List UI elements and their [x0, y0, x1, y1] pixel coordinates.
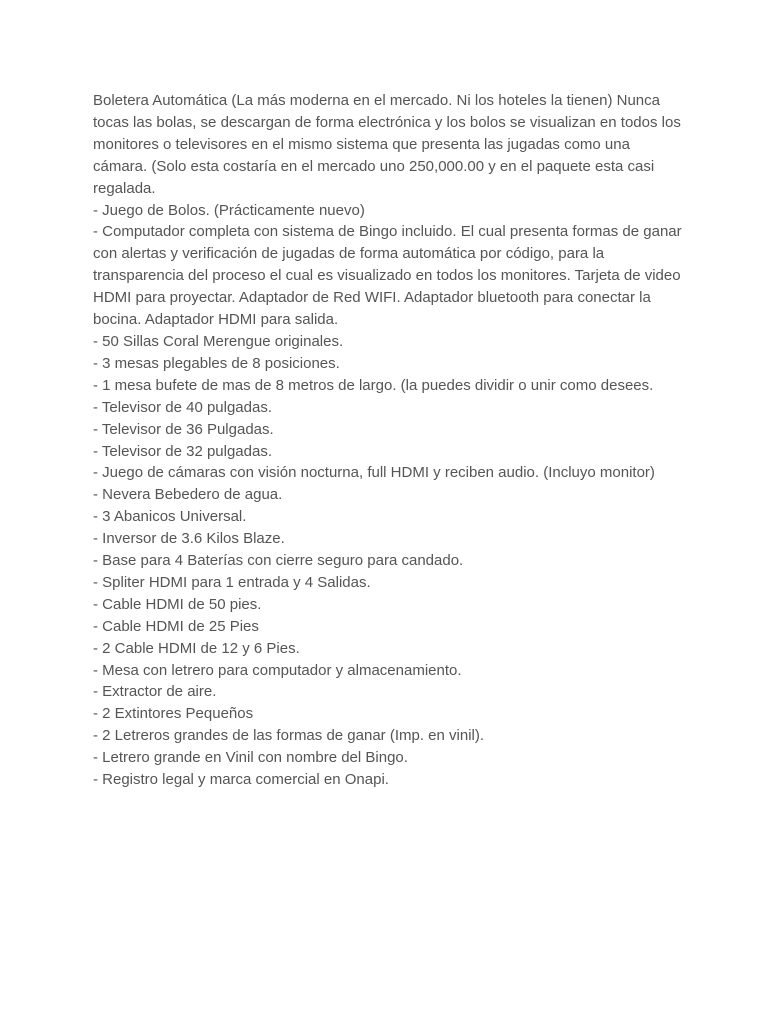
list-item: - 50 Sillas Coral Merengue originales.: [93, 332, 344, 350]
list-item: - 1 mesa bufete de mas de 8 metros de largo. (la puedes dividir o unir como desees.: [93, 376, 654, 394]
list-item: - Spliter HDMI para 1 entrada y 4 Salidas.: [93, 573, 371, 591]
list-item: - 2 Extintores Pequeños: [93, 705, 254, 723]
list-item: - 2 Cable HDMI de 12 y 6 Pies.: [93, 639, 300, 657]
list-item: - Cable HDMI de 25 Pies: [93, 617, 259, 635]
list-item: - Computador completa con sistema de Bingo incluido. El cual presenta formas de ganar con alertas y verificación de jugadas de forma automática por código, para la transparencia del proceso el cual es visualizado en todos los monitores. Tarjeta de video HDMI para proyectar. Adaptador de Red WIFI. Adaptador bluetooth para conectar la bocina. Adaptador HDMI para salida.: [93, 223, 682, 329]
list-item: - Televisor de 36 Pulgadas.: [93, 420, 274, 438]
list-item: - Nevera Bebedero de agua.: [93, 486, 283, 504]
list-item: - 2 Letreros grandes de las formas de ganar (Imp. en vinil).: [93, 727, 485, 745]
list-item: - Base para 4 Baterías con cierre seguro para candado.: [93, 552, 464, 570]
list-item: - Cable HDMI de 50 pies.: [93, 595, 262, 613]
list-item: - Televisor de 32 pulgadas.: [93, 442, 273, 460]
list-item: - Juego de cámaras con visión nocturna, full HDMI y reciben audio. (Incluyo monitor): [93, 464, 655, 482]
list-item: - Televisor de 40 pulgadas.: [93, 398, 273, 416]
list-item: - Registro legal y marca comercial en Onapi.: [93, 771, 389, 789]
list-item: - 3 mesas plegables de 8 posiciones.: [93, 354, 340, 372]
list-item: - 3 Abanicos Universal.: [93, 508, 247, 526]
document-body: [93, 90, 683, 791]
intro-paragraph: Boletera Automática (La más moderna en el mercado. Ni los hoteles la tienen) Nunca tocas las bolas, se descargan de forma electrónica y los bolos se visualizan en todos los monitores o televisores en el mismo sistema que presenta las jugadas como una cámara. (Solo esta costaría en el mercado uno 250,000.00 y en el paquete esta casi regalada.: [93, 92, 681, 197]
list-item: - Inversor de 3.6 Kilos Blaze.: [93, 530, 285, 548]
list-item: - Extractor de aire.: [93, 683, 217, 701]
list-item: - Letrero grande en Vinil con nombre del Bingo.: [93, 749, 408, 767]
list-item: - Mesa con letrero para computador y almacenamiento.: [93, 661, 462, 679]
list-item: - Juego de Bolos. (Prácticamente nuevo): [93, 201, 365, 219]
